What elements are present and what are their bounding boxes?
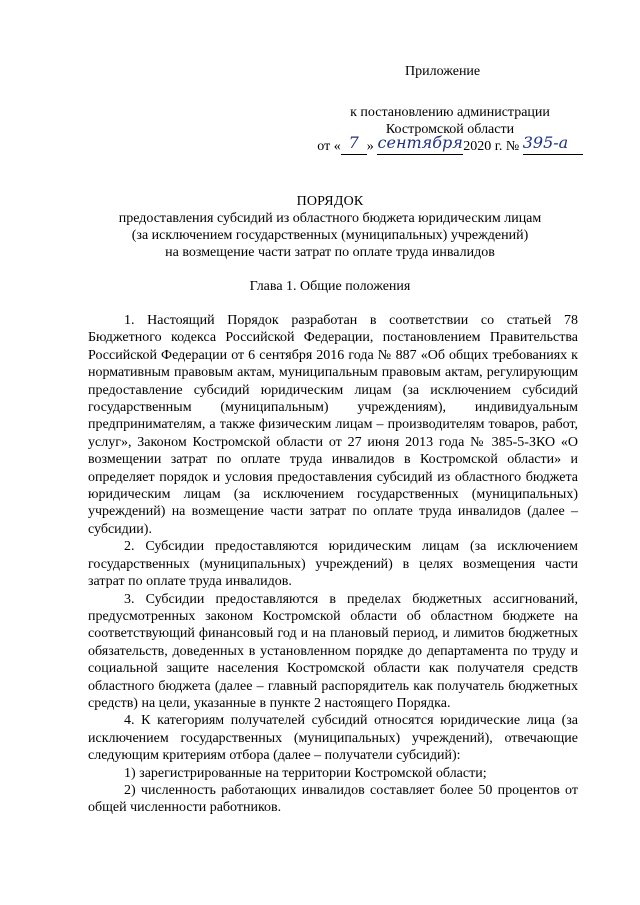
handwritten-month: сентября bbox=[377, 133, 463, 152]
document-title bbox=[60, 193, 600, 261]
title-main: ПОРЯДОК bbox=[296, 194, 364, 209]
date-day-field bbox=[341, 133, 367, 155]
handwritten-number: 395-а bbox=[522, 133, 569, 152]
paragraph-1: 1. Настоящий Порядок разработан в соответствии со статьей 78 Бюджетного кодекса Российской Федерации, постановлением Правительства Российской Федерации от 6 сентября 2016 года № 887 «Об общих требованиях к нормативным правовым актам, муниципальным правовым актам, регулирующим предоставление субсидий юридическим лицам (за исключением субсидий государственным (муниципальным) учреждениям), индивидуальным предпринимателям, а также физическим лицам – производителям товаров, работ, услуг», Законом Костромской области от 27 июня 2013 года № 385-5-ЗКО «О возмещении затрат по оплате труда инвалидов в Костромской области» и определяет порядок и условия предоставления субсидий из областного бюджета юридическим лицам (за исключением государственных (муниципальных) учреждений) на возмещение части затрат по оплате труда инвалидов (далее – субсидии). bbox=[88, 313, 578, 537]
date-year-part: 2020 г. № bbox=[463, 139, 520, 154]
date-mid: » bbox=[366, 139, 374, 154]
date-prefix: от « bbox=[317, 139, 341, 154]
paragraph-3: 3. Субсидии предоставляются в пределах бюджетных ассигнований, предусмотренных законом Костромской области об областном бюджете на соответствующий финансовый год и на плановый период, и лимитов бюджетных обязательств, доведенных в установленном порядке до департамента по труду и социальной защите населения Костромской области как получателя средств областного бюджета (далее – главный распорядитель как получатель бюджетных средств) на цели, указанные в пункте 2 настоящего Порядка. bbox=[88, 591, 578, 711]
decree-reference bbox=[300, 104, 600, 155]
chapter-heading: Глава 1. Общие положения bbox=[249, 279, 411, 294]
criteria-item-1: 1) зарегистрированные на территории Костромской области; bbox=[124, 765, 487, 781]
appendix-label: Приложение bbox=[405, 64, 481, 79]
paragraph-2: 2. Субсидии предоставляются юридическим лицам (за исключением государственных (муниципальных) учреждений) в целях возмещения части затрат по оплате труда инвалидов. bbox=[88, 539, 578, 590]
date-month-field bbox=[377, 133, 463, 155]
decree-date-line bbox=[300, 133, 600, 155]
decree-line-2: Костромской области bbox=[385, 122, 515, 137]
criteria-item-2: 2) численность работающих инвалидов составляет более 50 процентов от общей численности работников. bbox=[88, 782, 578, 816]
decree-line-1: к постановлению администрации bbox=[350, 105, 550, 120]
handwritten-day: 7 bbox=[348, 133, 359, 152]
body-text bbox=[88, 312, 578, 817]
title-sub-2: (за исключением государственных (муниципальных) учреждений) bbox=[131, 228, 529, 243]
decree-number-field bbox=[522, 133, 583, 155]
title-sub-1: предоставления субсидий из областного бюджета юридическим лицам bbox=[118, 211, 542, 226]
paragraph-4: 4. К категориям получателей субсидий относятся юридические лица (за исключением государственных (муниципальных) учреждений), отвечающие следующим критериям отбора (далее – получатели субсидий): bbox=[88, 713, 578, 764]
title-sub-3: на возмещение части затрат по оплате труда инвалидов bbox=[165, 245, 495, 260]
